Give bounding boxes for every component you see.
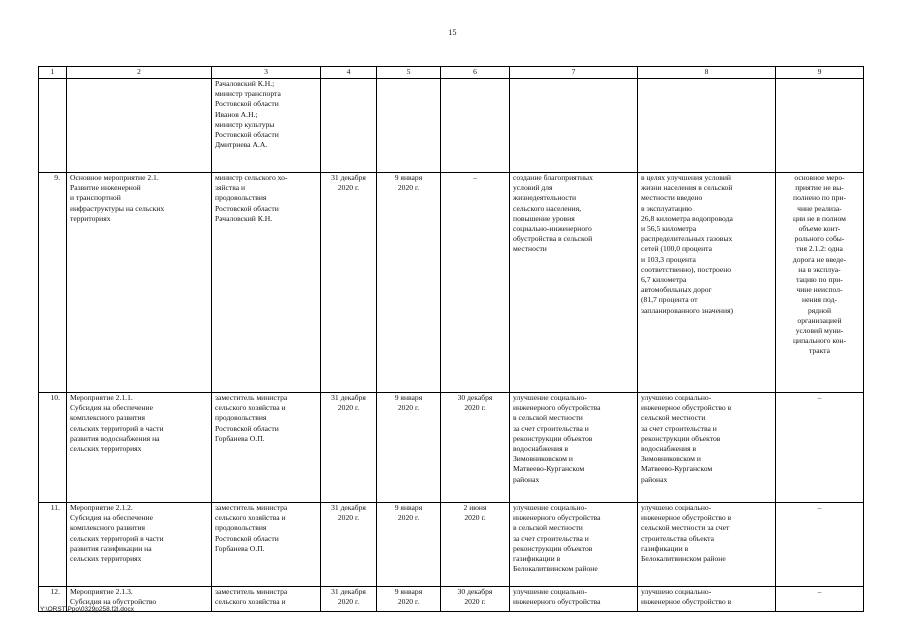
- non-fulfillment-reason: основное меро- приятие не вы- полнено по при- чине реализа- ции не в полном объеме конт- рольного собы- тия 2.1.2: одна дорога не введе- на в эксплуа- тацию по при- чине неиспол- нения под- рядной организацией условий муни- ципального кон- тракта: [776, 173, 864, 393]
- actual-end-date: [441, 79, 510, 173]
- measure-name: Мероприятие 2.1.3. Субсидия на обустройство: [67, 587, 212, 612]
- measure-name: Мероприятие 2.1.2. Субсидия на обеспечение комплексного развития сельских территорий в части развития газификации на сельских территориях: [67, 503, 212, 587]
- column-number: 1: [39, 67, 67, 79]
- column-number: 7: [510, 67, 638, 79]
- table-row: [39, 587, 864, 612]
- responsible-executor: министр сельского хо- зяйства и продовольствия Ростовской области Рачаловский К.Н.: [212, 173, 321, 393]
- page-number: 15: [448, 28, 457, 37]
- planned-result: улучшение социально- инженерного обустройства в сельской местности за счет строительства и реконструкции объектов водоснабжения в Зимовниковском и Матвеево-Курганском районах: [510, 393, 638, 503]
- planned-end-date: 31 декабря 2020 г.: [321, 393, 377, 503]
- actual-result: улучшено социально- инженерное обустройство в сельской местности за счет строительства и реконструкции объектов водоснабжения в Зимовниковском и Матвеево-Курганском районах: [638, 393, 776, 503]
- planned-result: улучшение социально- инженерного обустройства: [510, 587, 638, 612]
- actual-start-date: 9 января 2020 г.: [377, 503, 441, 587]
- responsible-executor: Рачаловский К.Н.; министр транспорта Ростовской области Иванов А.Н.; министр культуры Ростовской области Дмитриева А.А.: [212, 79, 321, 173]
- column-number: 5: [377, 67, 441, 79]
- planned-result: улучшение социально- инженерного обустройства в сельской местности за счет строительства и реконструкции объектов газификации в Белокалитвинском районе: [510, 503, 638, 587]
- table-row: [39, 79, 864, 173]
- column-number-row: [39, 67, 864, 79]
- column-number: 9: [776, 67, 864, 79]
- actual-result: в целях улучшения условий жизни населения в сельской местности введено в эксплуатацию 26,8 километра водопровода и 56,5 километра распределительных газовых сетей (100,0 процента и 103,3 процента соответственно), построено 6,7 километра автомобильных дорог (81,7 процента от запланированного значения): [638, 173, 776, 393]
- measure-name: Основное мероприятие 2.1. Развитие инженерной и транспортной инфраструктуры на сельских территориях: [67, 173, 212, 393]
- column-number: 8: [638, 67, 776, 79]
- responsible-executor: заместитель министра сельского хозяйства и продовольствия Ростовской области Горбанева О.П.: [212, 393, 321, 503]
- non-fulfillment-reason: –: [776, 393, 864, 503]
- actual-start-date: [377, 79, 441, 173]
- planned-end-date: 31 декабря 2020 г.: [321, 587, 377, 612]
- table-row: [39, 503, 864, 587]
- planned-result: создание благоприятных условий для жизнедеятельности сельского населения, повышение уровня социально-инженерного обустройства в сельской местности: [510, 173, 638, 393]
- non-fulfillment-reason: [776, 79, 864, 173]
- row-number: 12.: [39, 587, 67, 612]
- responsible-executor: заместитель министра сельского хозяйства и: [212, 587, 321, 612]
- actual-start-date: 9 января 2020 г.: [377, 393, 441, 503]
- actual-result: [638, 79, 776, 173]
- table-row: [39, 173, 864, 393]
- column-number: 2: [67, 67, 212, 79]
- planned-end-date: 31 декабря 2020 г.: [321, 173, 377, 393]
- responsible-executor: заместитель министра сельского хозяйства и продовольствия Ростовской области Горбанева О.П.: [212, 503, 321, 587]
- measure-name: [67, 79, 212, 173]
- actual-end-date: 30 декабря 2020 г.: [441, 393, 510, 503]
- actual-end-date: 30 декабря 2020 г.: [441, 587, 510, 612]
- non-fulfillment-reason: –: [776, 587, 864, 612]
- actual-start-date: 9 января 2020 г.: [377, 173, 441, 393]
- planned-end-date: [321, 79, 377, 173]
- row-number: [39, 79, 67, 173]
- measure-name: Мероприятие 2.1.1. Субсидия на обеспечение комплексного развития сельских территорий в части развития водоснабжения на сельских территориях: [67, 393, 212, 503]
- actual-end-date: 2 июня 2020 г.: [441, 503, 510, 587]
- report-table: [38, 66, 864, 612]
- row-number: 11.: [39, 503, 67, 587]
- table-row: [39, 393, 864, 503]
- actual-result: улучшено социально- инженерное обустройство в сельской местности за счет строительства объекта газификации в Белокалитвинском районе: [638, 503, 776, 587]
- actual-result: улучшено социально- инженерное обустройство в: [638, 587, 776, 612]
- actual-end-date: –: [441, 173, 510, 393]
- planned-end-date: 31 декабря 2020 г.: [321, 503, 377, 587]
- actual-start-date: 9 января 2020 г.: [377, 587, 441, 612]
- column-number: 6: [441, 67, 510, 79]
- file-path-footer: Y:\ORST\Ppo\0329p258.f2l.docx: [40, 606, 134, 613]
- column-number: 4: [321, 67, 377, 79]
- planned-result: [510, 79, 638, 173]
- row-number: 10.: [39, 393, 67, 503]
- non-fulfillment-reason: –: [776, 503, 864, 587]
- column-number: 3: [212, 67, 321, 79]
- row-number: 9.: [39, 173, 67, 393]
